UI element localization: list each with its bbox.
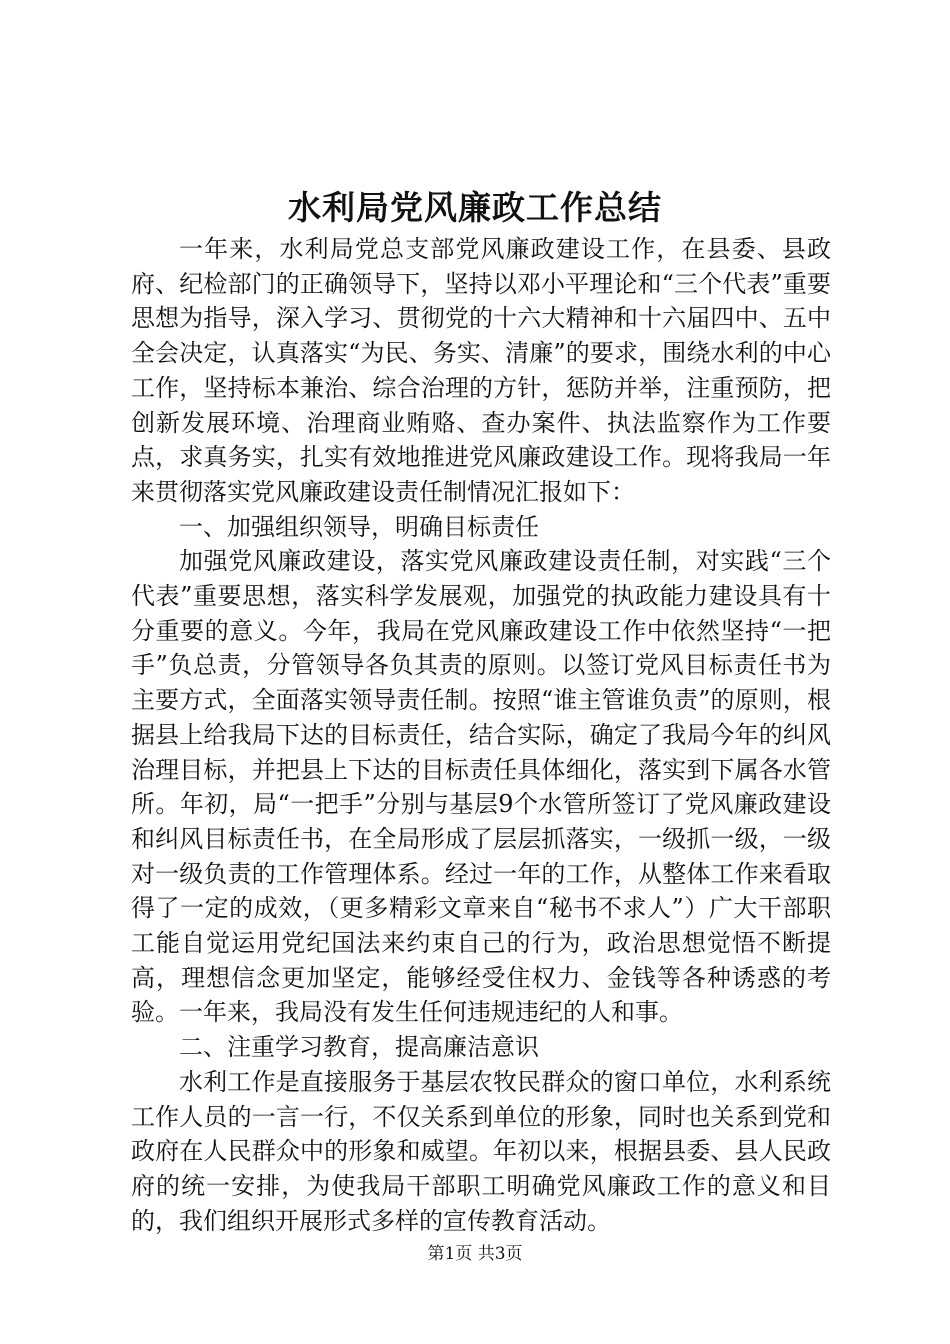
document-body <box>131 232 831 1238</box>
intro-paragraph: 一年来，水利局党总支部党风廉政建设工作，在县委、县政府、纪检部门的正确领导下，坚持以邓小平理论和“三个代表”重要思想为指导，深入学习、贯彻党的十六大精神和十六届四中、五中全会决定，认真落实“为民、务实、清廉”的要求，围绕水利的中心工作，坚持标本兼治、综合治理的方针，惩防并举，注重预防，把创新发展环境、治理商业贿赂、查办案件、执法监察作为工作要点，求真务实，扎实有效地推进党风廉政建设工作。现将我局一年来贯彻落实党风廉政建设责任制情况汇报如下： <box>131 235 831 506</box>
section-1-paragraph: 加强党风廉政建设，落实党风廉政建设责任制，对实践“三个代表”重要思想，落实科学发展观，加强党的执政能力建设具有十分重要的意义。今年，我局在党风廉政建设工作中依然坚持“一把手”负总责，分管领导各负其责的原则。以签订党风目标责任书为主要方式，全面落实领导责任制。按照“谁主管谁负责”的原则，根据县上给我局下达的目标责任，结合实际，确定了我局今年的纠风治理目标，并把县上下达的目标责任具体细化，落实到下属各水管所。年初，局“一把手”分别与基层9个水管所签订了党风廉政建设和纠风目标责任书，在全局形成了层层抓落实，一级抓一级，一级对一级负责的工作管理体系。经过一年的工作，从整体工作来看取得了一定的成效，（更多精彩文章来自“秘书不求人”）广大干部职工能自觉运用党纪国法来约束自己的行为，政治思想觉悟不断提高，理想信念更加坚定，能够经受住权力、金钱等各种诱惑的考验。一年来，我局没有发生任何违规违纪的人和事。 <box>131 547 831 1027</box>
section-heading-2: 二、注重学习教育，提高廉洁意识 <box>179 1033 539 1062</box>
page-footer: 第1页 共3页 <box>427 1244 523 1264</box>
section-heading-1: 一、加强组织领导，明确目标责任 <box>179 512 539 541</box>
section-2-paragraph: 水利工作是直接服务于基层农牧民群众的窗口单位，水利系统工作人员的一言一行，不仅关系到单位的形象，同时也关系到党和政府在人民群众中的形象和威望。年初以来，根据县委、县人民政府的统一安排，为使我局干部职工明确党风廉政工作的意义和目的，我们组织开展形式多样的宣传教育活动。 <box>131 1067 831 1235</box>
document-title: 水利局党风廉政工作总结 <box>288 188 662 227</box>
